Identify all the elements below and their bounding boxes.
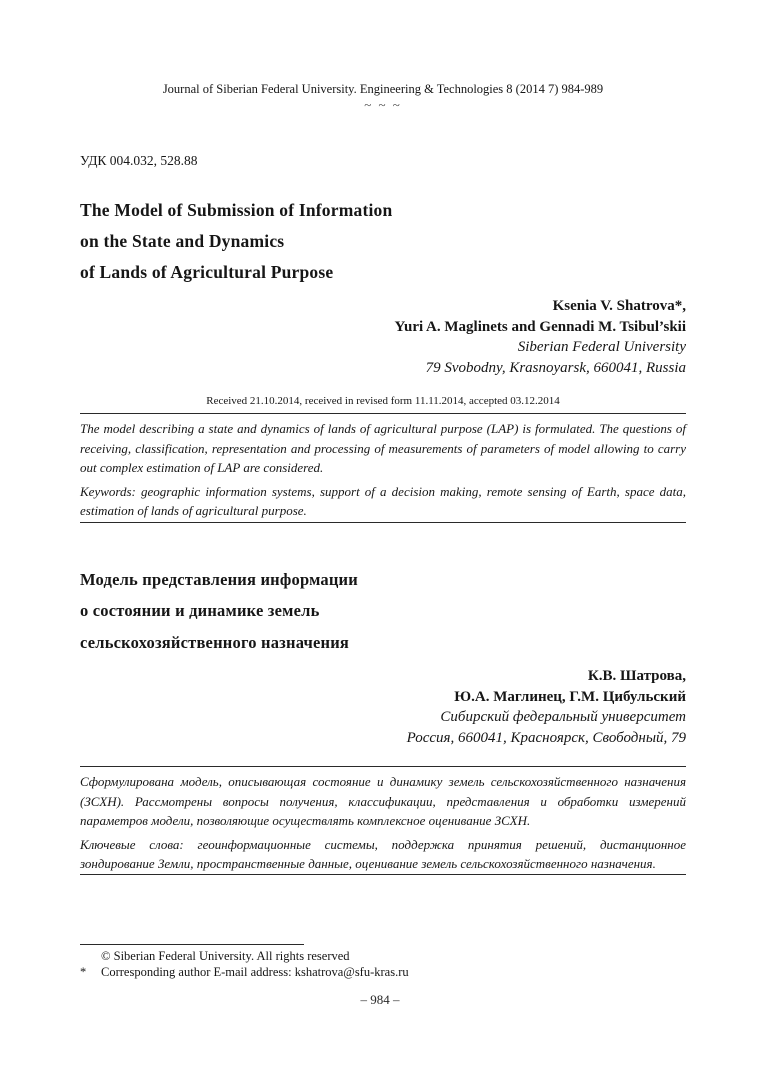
title-russian-line-2: о состоянии и динамике земель (80, 601, 320, 620)
address-russian: Россия, 660041, Красноярск, Свободный, 79 (406, 729, 686, 746)
udc-code: УДК 004.032, 528.88 (80, 153, 198, 168)
keywords-russian: Ключевые слова: геоинформационные системы, поддержка принятия решений, дистанционное зондирование Земли, пространственные данные, оценивание земель сельскохозяйственного назначения. (80, 836, 686, 871)
corresponding-author-text: Corresponding author E-mail address: kshatrova@sfu-kras.ru (101, 964, 409, 979)
divider-below-keywords-ru (80, 874, 686, 875)
title-english (80, 195, 686, 288)
footnote-block (80, 944, 686, 980)
abstract-english: The model describing a state and dynamics of lands of agricultural purpose (LAP) is formulated. The questions of receiving, classification, representation and processing of measurements of parameters of model allowing to carry out complex estimation of LAP are considered. (80, 421, 686, 475)
author-russian-1: К.В. Шатрова, (587, 668, 686, 684)
divider-above-abstract-en (80, 413, 686, 414)
received-dates: Received 21.10.2014, received in revised form 11.11.2014, accepted 03.12.2014 (206, 395, 560, 407)
author-english-1: Ksenia V. Shatrova*, (552, 298, 686, 314)
title-russian-line-3: сельскохозяйственного назначения (80, 632, 350, 652)
authors-russian (80, 666, 686, 748)
author-russian-2: Ю.А. Маглинец, Г.М. Цибульский (454, 688, 686, 705)
tilde-separator: ~ ~ ~ (364, 97, 402, 112)
divider-above-abstract-ru (80, 766, 686, 767)
corresponding-author-line (80, 965, 686, 981)
title-english-line-3: of Lands of Agricultural Purpose (80, 262, 334, 282)
title-english-line-2: on the State and Dynamics (80, 231, 285, 251)
abstract-russian: Сформулирована модель, описывающая состояние и динамику земель сельскохозяйственного назначения (ЗСХН). Рассмотрены вопросы получения, классификации, представления и обработки измерений параметров модели, позволяющие осуществлять комплексное оценивание ЗСХН. (80, 774, 686, 828)
address-english: 79 Svobodny, Krasnoyarsk, 660041, Russia (425, 359, 686, 376)
title-russian-line-1: Модель представления информации (80, 569, 358, 589)
divider-below-keywords-en (80, 522, 686, 523)
asterisk-marker: * (80, 964, 87, 979)
copyright-text: © Siberian Federal University. All rights reserved (101, 949, 350, 963)
keywords-english: Keywords: geographic information systems, support of a decision making, remote sensing of Earth, space data, estimation of lands of agricultural purpose. (80, 483, 686, 518)
footnote-divider (80, 944, 304, 945)
title-russian (80, 564, 686, 659)
page-number: – 984 – (360, 992, 400, 1007)
title-english-line-1: The Model of Submission of Information (80, 200, 393, 220)
author-english-2: Yuri A. Maglinets and Gennadi M. Tsibul’skii (394, 318, 686, 335)
affiliation-russian: Сибирский федеральный университет (440, 709, 686, 725)
affiliation-english: Siberian Federal University (517, 339, 686, 355)
copyright-line (80, 949, 686, 965)
authors-english (80, 296, 686, 378)
journal-header: Journal of Siberian Federal University. Engineering & Technologies 8 (2014 7) 984-989 (162, 82, 604, 96)
